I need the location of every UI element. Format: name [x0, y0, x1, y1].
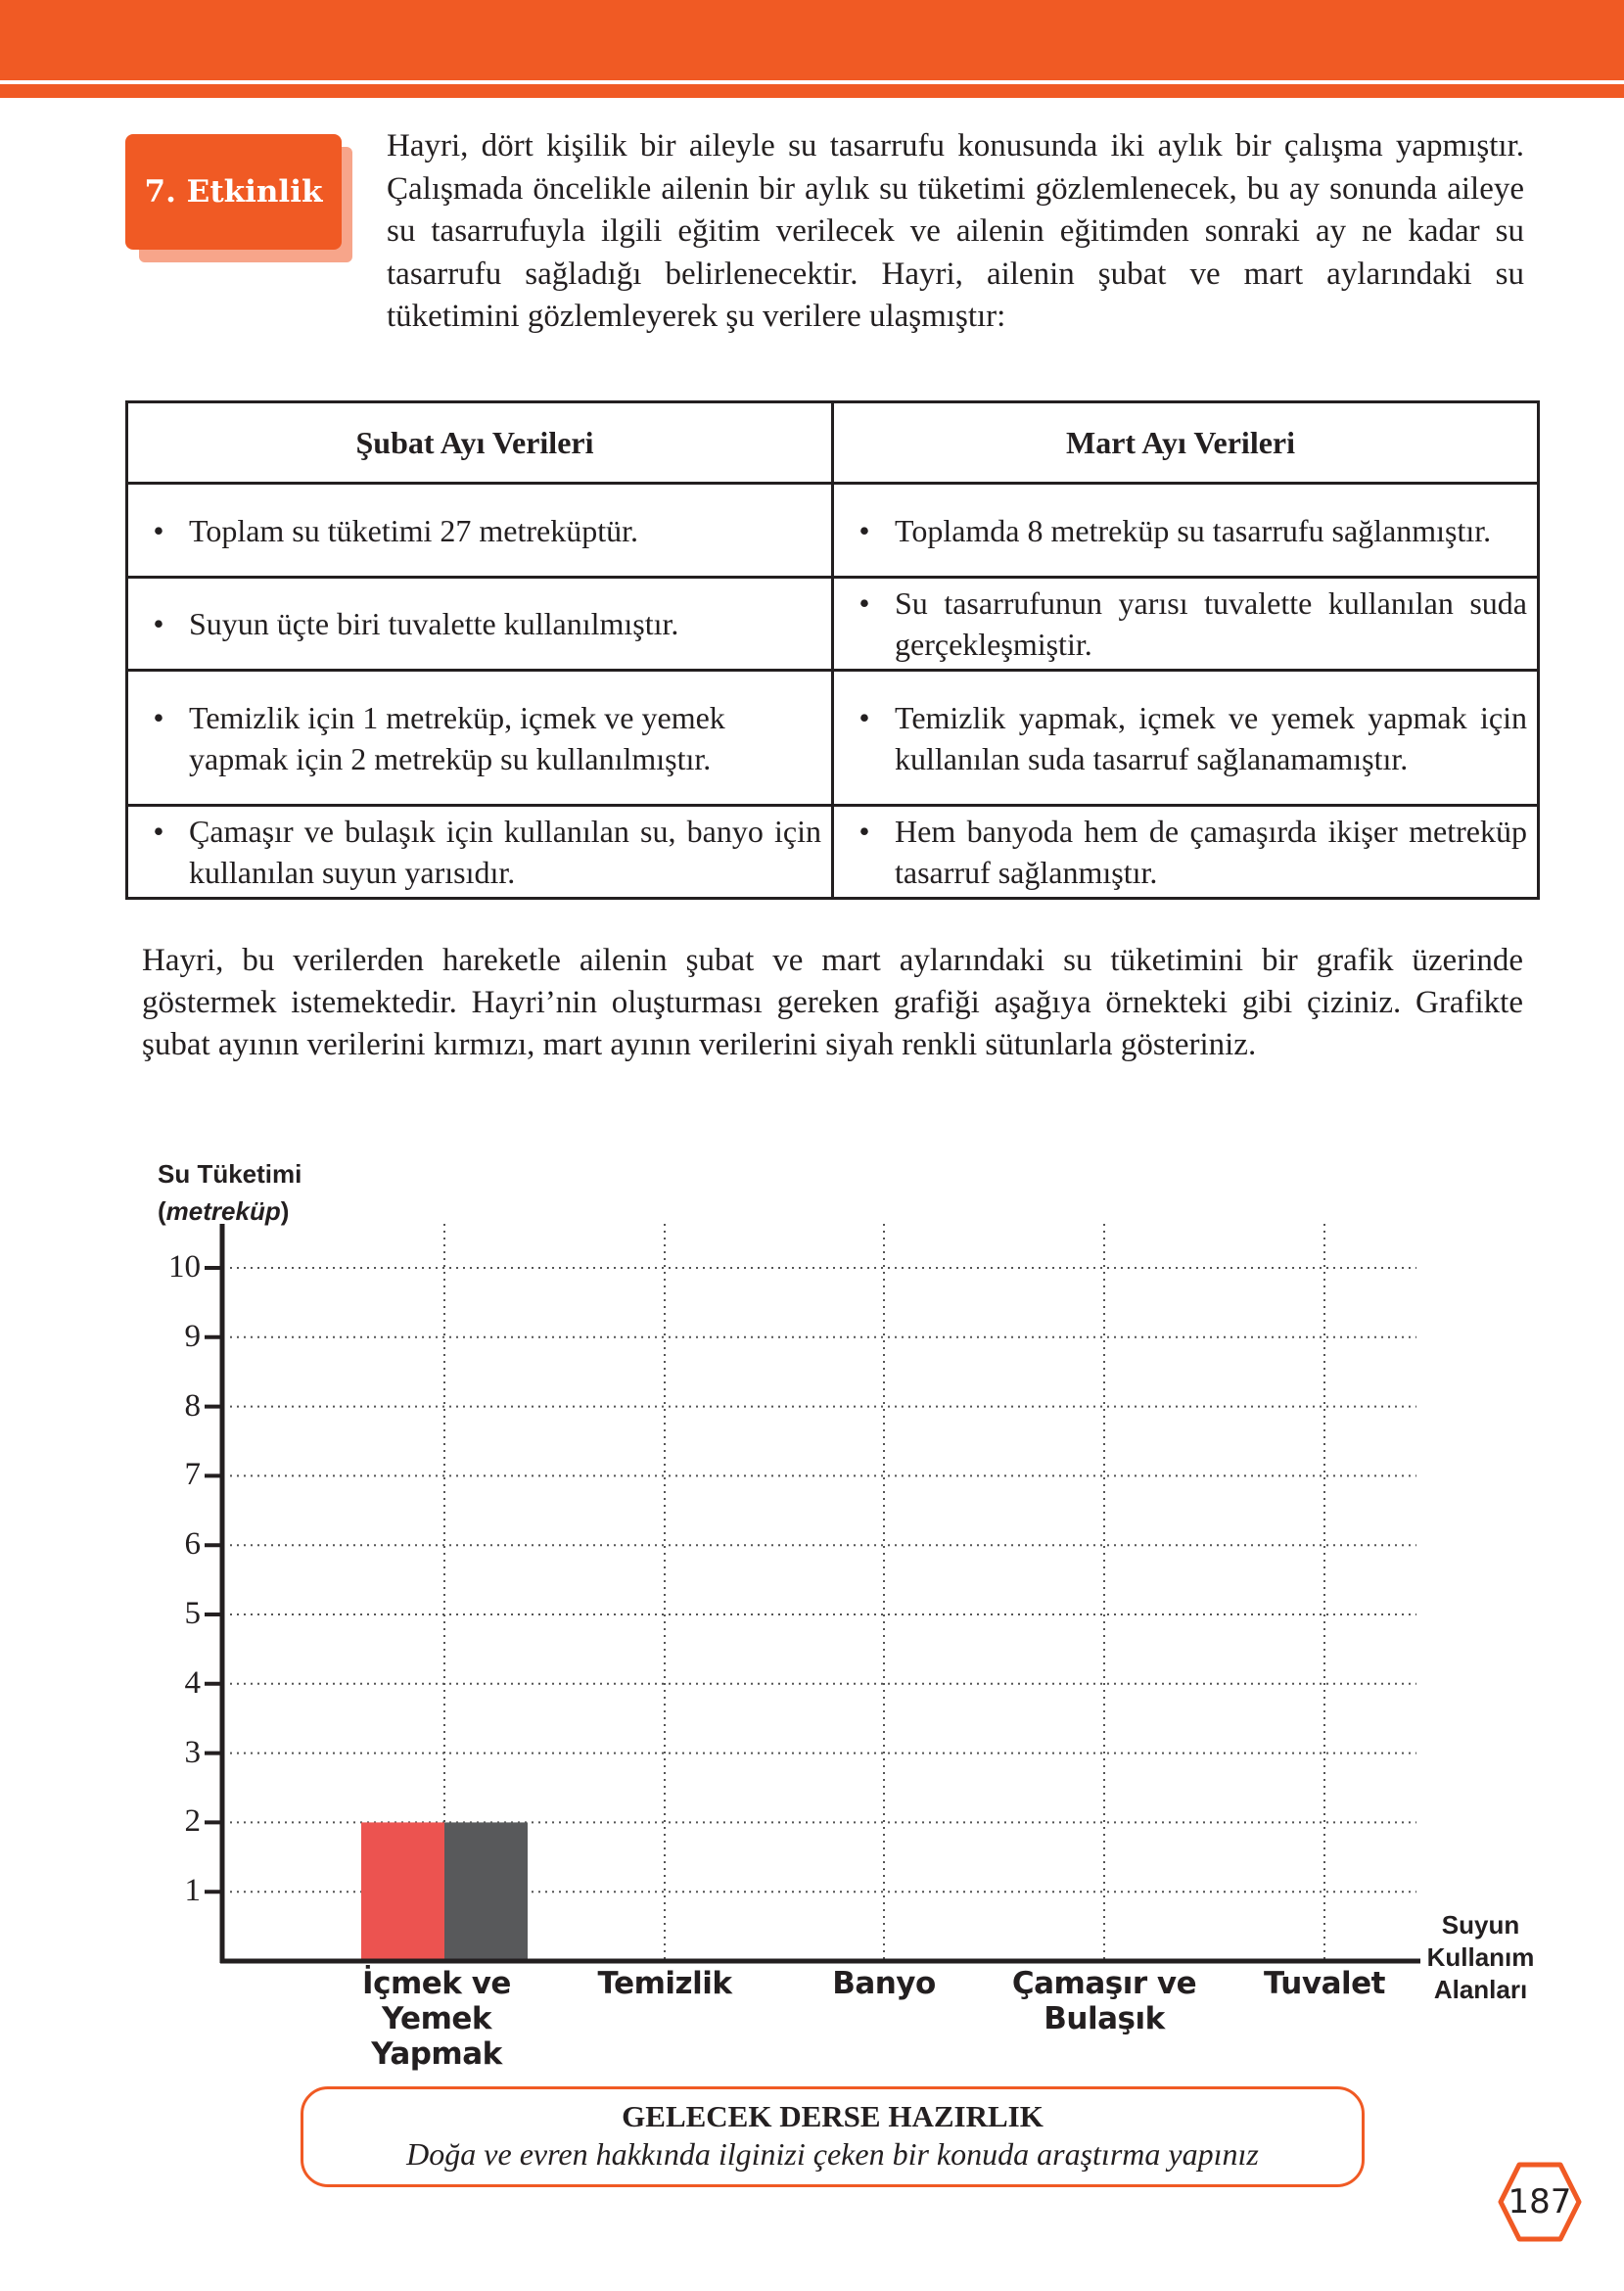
bullet: •: [153, 814, 164, 849]
instruction-paragraph: Hayri, bu verilerden hareketle ailenin şubat ve mart aylarındaki su tüketimini bir grafik üzerinde göstermek istemektedir. Hayri’nin oluşturması gereken grafiği aşağıya örnekteki gibi çiziniz. Grafikte şubat ayının verilerini kırmızı, mart ayının verilerini siyah renkli sütunlarla gösteriniz.: [142, 943, 1523, 1062]
cell-text: Toplamda 8 metreküp su tasarrufu sağlanmıştır.: [895, 512, 1492, 548]
homework-text: Doğa ve evren hakkında ilginizi çeken bir konuda araştırma yapınız: [406, 2136, 1259, 2172]
cell-text: Suyun üçte biri tuvalette kullanılmıştır.: [189, 606, 679, 641]
x-axis-label-line: Alanları: [1433, 1975, 1528, 2004]
activity-badge: 7. Etkinlik: [125, 134, 342, 250]
page-number-badge: [1498, 2161, 1582, 2243]
bullet: •: [858, 814, 870, 849]
bullet: •: [153, 512, 164, 548]
homework-title: GELECEK DERSE HAZIRLIK: [622, 2099, 1044, 2133]
y-tick-label: 4: [184, 1664, 201, 1701]
y-axis-label: [158, 1155, 302, 1230]
category-label: Banyo: [832, 1966, 936, 2001]
y-tick-label: 1: [184, 1873, 201, 1909]
y-axis-unit-text: metreküp: [165, 1196, 281, 1226]
category-label: Çamaşır ve Bulaşık: [1011, 1966, 1197, 2036]
category-label: Temizlik: [597, 1966, 732, 2001]
page-number: 187: [1508, 2182, 1572, 2221]
y-axis-unit: (metreküp): [158, 1196, 290, 1226]
cell-text: Toplam su tüketimi 27 metreküptür.: [189, 512, 639, 548]
homework-box: [301, 2086, 1365, 2187]
bar-şubat: [361, 1822, 444, 1961]
cell-text: Çamaşır ve bulaşık için kullanılan su, banyo için kullanılan suyun yarısıdır.: [189, 814, 821, 890]
intro-paragraph: Hayri, dört kişilik bir aileyle su tasarrufu konusunda iki aylık bir çalışma yapmıştır. Çalışmada öncelikle ailenin bir aylık su tüketimi gözlemlenecek, bu ay sonunda aileye su tasarrufuyla ilgili eğitim verilecek ve ailenin eğitimden sonraki ay ne kadar su tasarrufu sağladığı belirlenecektir. Hayri, ailenin şubat ve mart aylarındaki su tüketimini gözlemleyerek şu verilere ulaşmıştır:: [387, 128, 1524, 334]
y-tick-label: 3: [184, 1734, 201, 1770]
x-axis-label: [1419, 1909, 1542, 2006]
cell-text: Su tasarrufunun yarısı tuvalette kullanılan suda gerçekleşmiştir.: [895, 585, 1527, 662]
x-axis-label-line: Kullanım: [1426, 1942, 1535, 1972]
header-march: Mart Ayı Verileri: [833, 402, 1539, 484]
y-tick-label: 9: [184, 1318, 201, 1354]
cell-text: Hem banyoda hem de çamaşırda ikişer metreküp tasarruf sağlanmıştır.: [895, 814, 1527, 890]
bullet: •: [858, 585, 870, 621]
bullet: •: [858, 512, 870, 548]
header-february: Şubat Ayı Verileri: [127, 402, 833, 484]
y-axis-label-line1: Su Tüketimi: [158, 1159, 302, 1189]
bullet: •: [153, 699, 164, 735]
bullet: •: [858, 699, 870, 735]
cell-text: Temizlik için 1 metreküp, içmek ve yemek yapmak için 2 metreküp su kullanılmıştır.: [189, 699, 725, 776]
x-axis-label-line: Suyun: [1441, 1910, 1520, 1940]
y-tick-label: 7: [184, 1457, 201, 1493]
cell-text: Temizlik yapmak, içmek ve yemek yapmak için kullanılan suda tasarruf sağlanamamıştır.: [895, 699, 1527, 776]
y-tick-label: 5: [184, 1596, 201, 1631]
y-tick-label: 6: [184, 1526, 201, 1563]
y-tick-label: 10: [168, 1249, 201, 1285]
bullet: •: [153, 606, 164, 641]
y-tick-label: 2: [184, 1803, 201, 1840]
y-tick-label: 8: [184, 1387, 201, 1424]
category-label: İçmek ve Yemek Yapmak: [362, 1966, 511, 2072]
bar-mart: [444, 1822, 528, 1961]
category-label: Tuvalet: [1264, 1966, 1385, 2001]
